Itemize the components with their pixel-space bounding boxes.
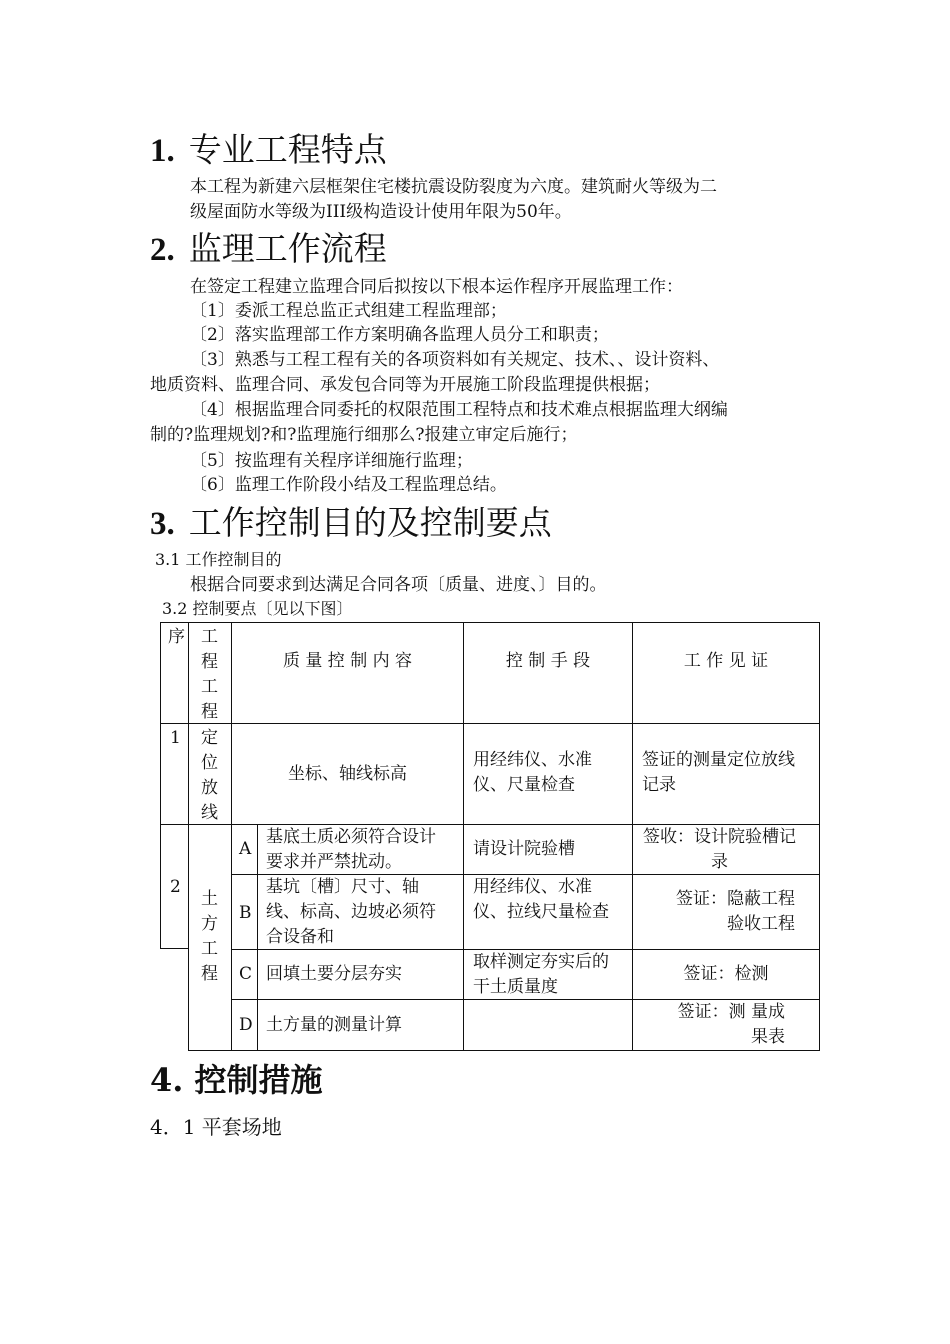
section-2-line: 〔1〕委派工程总监正式组建工程监理部； <box>190 301 507 321</box>
item-b-evidence: 签证：隐蔽工程验收工程 <box>676 889 795 934</box>
header-evidence: 工 作 见 证 <box>683 651 769 671</box>
item-b-means: 用经纬仪、水准仪、拉线尺量检查 <box>473 877 609 922</box>
section-4-heading: 4. 控制措施 <box>150 1061 323 1099</box>
section-2-line: 地质资料、监理合同、承发包合同等为开展施工阶段监理提供根据； <box>150 375 660 395</box>
item-d-evidence: 签证：测 量成果表 <box>677 1002 785 1047</box>
subsection-3-1-title: 3.1 工作控制目的 <box>155 550 282 569</box>
header-seq-cell <box>160 622 189 724</box>
header-content: 质 量 控 制 内 容 <box>282 651 413 671</box>
item-a-means-cell <box>463 824 633 875</box>
item-b-content-cell <box>257 874 464 950</box>
section-3-number: 3. <box>150 506 175 542</box>
row1-means-cell <box>463 723 633 825</box>
section-2-line: 〔5〕按监理有关程序详细施行监理； <box>190 451 473 471</box>
item-c-evidence-cell <box>632 949 820 1000</box>
row2-seq: 2 <box>170 877 181 897</box>
row2-seq-cell <box>160 824 189 949</box>
row1-evidence-cell <box>632 723 820 825</box>
item-a-means: 请设计院验槽 <box>473 839 575 859</box>
item-a-evidence: 签收：设计院验槽记录 <box>643 827 796 872</box>
section-2-heading <box>150 229 387 270</box>
section-2-line: 制的?监理规划?和?监理施行细那么?报建立审定后施行； <box>150 425 578 445</box>
section-2-line: 〔4〕根据监理合同委托的权限范围工程特点和技术难点根据监理大纲编 <box>190 400 728 420</box>
item-c-content: 回填土要分层夯实 <box>266 964 402 984</box>
item-a-evidence-cell <box>632 824 820 875</box>
row2-project-cell <box>188 824 232 1051</box>
item-c-means: 取样测定夯实后的干土质量度 <box>473 952 609 997</box>
section-3-heading <box>150 503 552 544</box>
subsection-4-1-title: 4．1 平套场地 <box>150 1115 282 1139</box>
item-a-content: 基底土质必须符合设计要求并严禁扰动。 <box>266 827 436 872</box>
item-d-content-cell <box>257 999 464 1051</box>
item-d-means-cell <box>463 999 633 1051</box>
item-b-evidence-cell <box>632 874 820 950</box>
section-1-body-line-2: 级屋面防水等级为III级构造设计使用年限为50年。 <box>190 202 572 222</box>
item-d-letter: D <box>239 1015 253 1035</box>
item-b-means-cell <box>463 874 633 950</box>
row1-project-cell <box>188 723 232 825</box>
row1-seq-cell <box>160 723 189 825</box>
header-content-cell <box>231 622 464 724</box>
subsection-3-2-title: 3.2 控制要点〔见以下图〕 <box>162 599 353 618</box>
item-c-content-cell <box>257 949 464 1000</box>
item-d-evidence-cell <box>632 999 820 1051</box>
section-1-number: 1. <box>150 133 175 169</box>
header-seq: 序 <box>168 627 185 647</box>
item-c-letter: C <box>239 964 253 984</box>
section-1-body-line-1: 本工程为新建六层框架住宅楼抗震设防裂度为六度。建筑耐火等级为二 <box>190 177 717 197</box>
header-project-cell <box>188 622 232 724</box>
section-1-heading <box>150 130 387 171</box>
subsection-3-1-body: 根据合同要求到达满足合同各项〔质量、进度、〕目的。 <box>190 575 607 595</box>
section-2-line: 在签定工程建立监理合同后拟按以下根本运作程序开展监理工作： <box>190 277 683 297</box>
item-a-letter-cell <box>231 824 258 875</box>
item-b-letter-cell <box>231 874 258 950</box>
section-2-number: 2. <box>150 232 175 268</box>
row1-evidence: 签证的测量定位放线记录 <box>642 750 795 795</box>
item-a-content-cell <box>257 824 464 875</box>
row1-content-cell <box>231 723 464 825</box>
section-3-title: 工作控制目的及控制要点 <box>188 503 552 542</box>
row1-content: 坐标、轴线标高 <box>288 764 407 784</box>
item-c-means-cell <box>463 949 633 1000</box>
item-d-letter-cell <box>231 999 258 1051</box>
header-means: 控 制 手 段 <box>505 651 591 671</box>
header-means-cell <box>463 622 633 724</box>
item-b-content: 基坑〔槽〕尺寸、轴线、标高、边坡必须符合设备和 <box>266 877 436 947</box>
item-c-letter-cell <box>231 949 258 1000</box>
section-2-line: 〔3〕熟悉与工程工程有关的各项资料如有关规定、技术、、设计资料、 <box>190 350 720 370</box>
row1-means: 用经纬仪、水准仪、尺量检查 <box>473 750 592 795</box>
item-b-letter: B <box>239 903 252 923</box>
item-a-letter: A <box>239 839 252 859</box>
section-1-title: 专业工程特点 <box>188 130 387 169</box>
item-d-content: 土方量的测量计算 <box>266 1015 402 1035</box>
row2-project: 土方工程 <box>201 889 218 984</box>
section-2-title: 监理工作流程 <box>188 229 387 268</box>
header-evidence-cell <box>632 622 820 724</box>
section-2-line: 〔2〕落实监理部工作方案明确各监理人员分工和职责； <box>190 325 609 345</box>
row1-seq: 1 <box>170 728 181 748</box>
section-2-line: 〔6〕监理工作阶段小结及工程监理总结。 <box>190 475 507 495</box>
row1-project: 定位放线 <box>201 728 218 823</box>
item-c-evidence: 签证：检测 <box>683 964 769 984</box>
header-project: 工程工程 <box>201 627 218 722</box>
